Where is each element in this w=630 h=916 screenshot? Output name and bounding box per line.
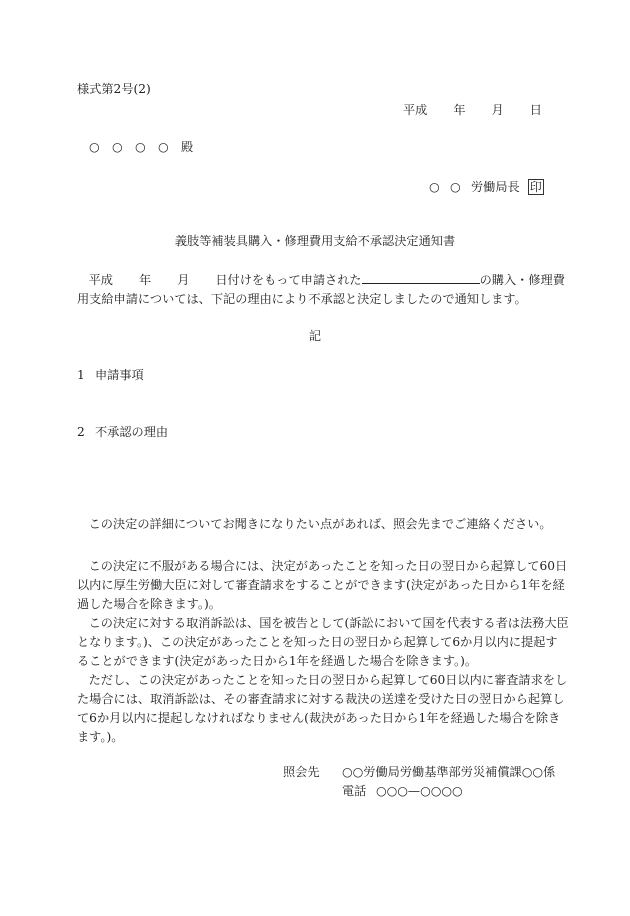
recipient-placeholder: ○ bbox=[158, 140, 169, 154]
date-month-label: 月 bbox=[491, 103, 504, 117]
body-era: 平成 bbox=[88, 273, 113, 287]
appeal-line: 過した場合を除きます。)。 bbox=[77, 597, 221, 611]
inquiry-note bbox=[77, 518, 552, 530]
item-application bbox=[77, 369, 144, 381]
appeal-line: となります。)、この決定があったことを知った日の翌日から起算して6か月以内に提起す bbox=[77, 635, 558, 649]
appeal-line: この決定に不服がある場合には、決定があったことを知った日の翌日から起算して60日 bbox=[88, 559, 568, 573]
recipient-placeholder: ○ bbox=[135, 140, 146, 154]
contact-label: 照会先 bbox=[283, 765, 320, 779]
appeal-line: ます。)。 bbox=[77, 730, 124, 744]
appeal-line: た場合には、取消訴訟は、その審査請求に対する裁決の送達を受けた日の翌日から起算し bbox=[77, 692, 565, 706]
sender-placeholder: ○ bbox=[450, 180, 461, 194]
item-number: 1 bbox=[77, 368, 85, 382]
issue-date bbox=[403, 104, 542, 116]
contact-tel-label: 電話 bbox=[342, 784, 367, 798]
body-after-blank: の購入・修理費 bbox=[479, 273, 565, 287]
form-number: 様式第2号(2) bbox=[77, 82, 151, 96]
sender-title: 労働局長 bbox=[471, 180, 520, 194]
appeal-line: ただし、この決定があったことを知った日の翌日から起算して60日以内に審査請求をし bbox=[88, 673, 568, 687]
inquiry-note-text: この決定の詳細についてお聞きになりたい点があれば、照会先までご連絡ください。 bbox=[88, 517, 552, 531]
date-era: 平成 bbox=[403, 103, 428, 117]
ki-heading: 記 bbox=[308, 329, 322, 343]
appeal-line: ることができます(決定があった日から1年を経過した場合を除きます。)。 bbox=[77, 654, 478, 668]
sender-placeholder: ○ bbox=[429, 180, 440, 194]
appeal-line: 以内に厚生労働大臣に対して審査請求をすることができます(決定があった日から1年を経 bbox=[77, 578, 565, 592]
appeal-line: この決定に対する取消訴訟は、国を被告として(訴訟において国を代表する者は法務大臣 bbox=[88, 616, 569, 630]
recipient-honorific: 殿 bbox=[181, 140, 194, 154]
body-text: 日付けをもって申請された bbox=[215, 273, 362, 287]
fill-in-blank bbox=[362, 271, 480, 284]
seal-stamp-icon: 印 bbox=[529, 180, 542, 194]
body-year: 年 bbox=[139, 273, 152, 287]
body-line-2: 用支給申請については、下記の理由により不承認と決定しましたので通知します。 bbox=[77, 292, 527, 306]
item-label: 申請事項 bbox=[95, 368, 144, 382]
body-month: 月 bbox=[177, 273, 190, 287]
recipient-placeholder: ○ bbox=[89, 140, 100, 154]
item-number: 2 bbox=[77, 425, 85, 439]
recipient-line bbox=[89, 141, 193, 153]
date-year-label: 年 bbox=[453, 103, 466, 117]
appeal-notes bbox=[77, 557, 569, 747]
recipient-placeholder: ○ bbox=[112, 140, 123, 154]
body-line-1 bbox=[77, 271, 565, 290]
contact-organization: ○○労働局労働基準部労災補償課○○係 bbox=[342, 765, 556, 779]
body-paragraph bbox=[77, 271, 565, 309]
appeal-line: て6か月以内に提起しなければなりません(裁決があった日から1年を経過した場合を除き bbox=[77, 711, 561, 725]
document-title: 義肢等補装具購入・修理費用支給不承認決定通知書 bbox=[174, 234, 456, 248]
item-label: 不承認の理由 bbox=[95, 425, 169, 439]
item-reason bbox=[77, 426, 168, 438]
sender-line bbox=[429, 179, 544, 195]
contact-tel: ○○○—○○○○ bbox=[376, 784, 463, 798]
date-day-label: 日 bbox=[529, 103, 542, 117]
